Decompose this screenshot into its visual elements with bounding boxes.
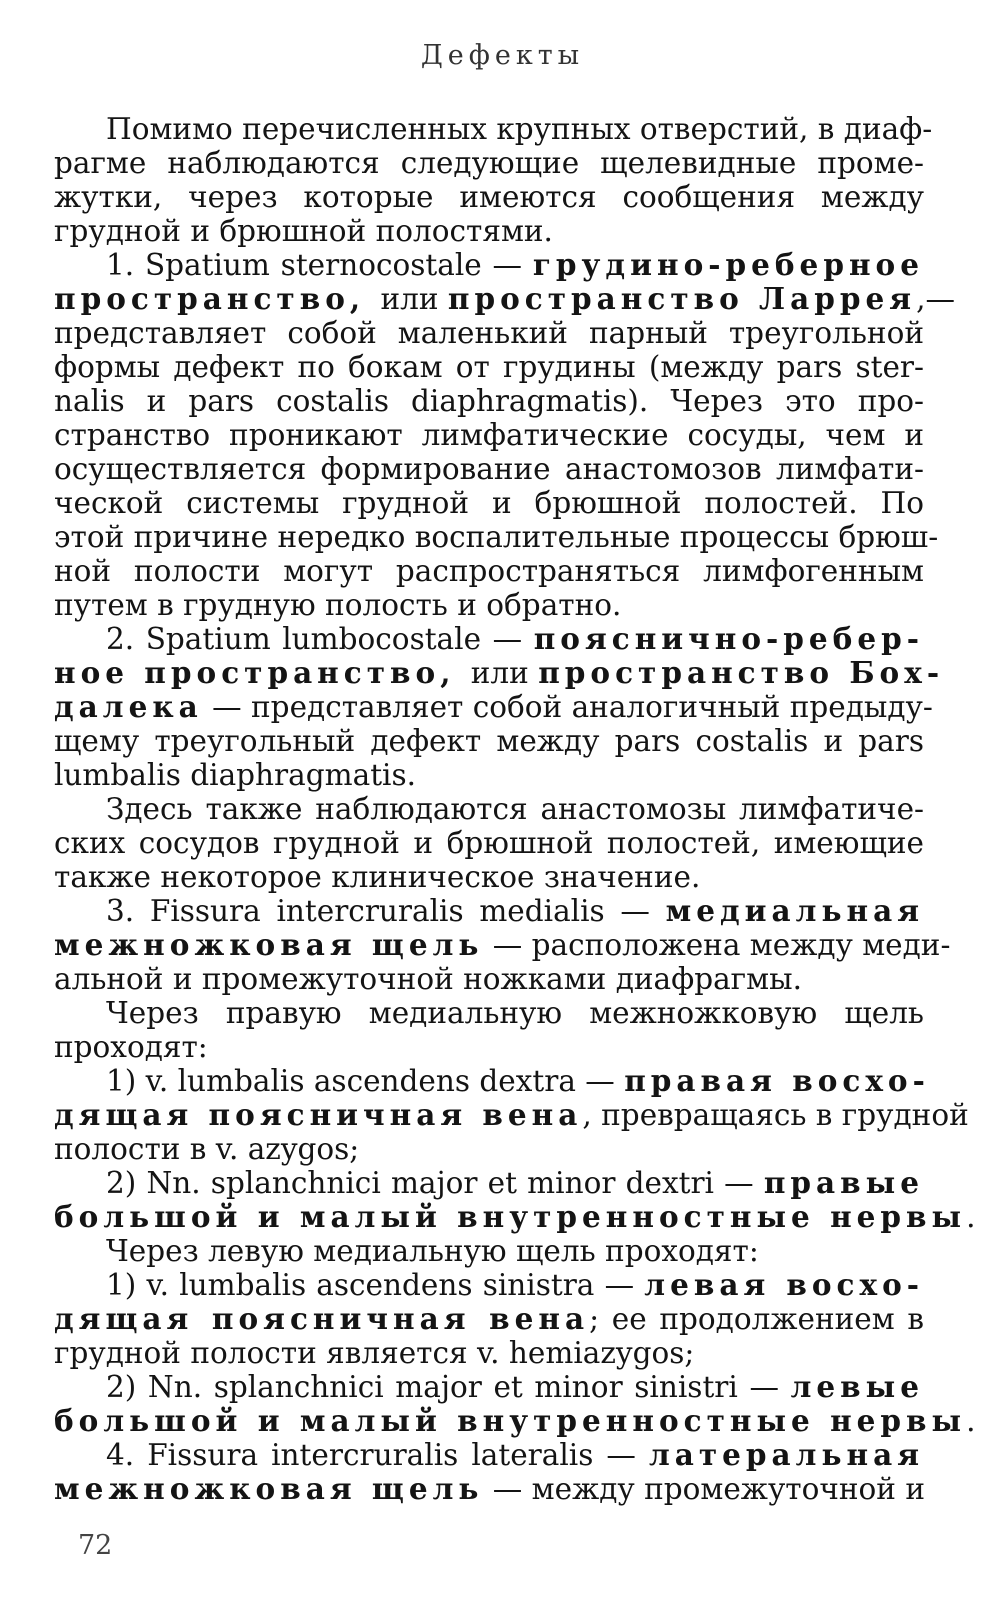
text-line: межножковая щель — расположена между меди-	[54, 927, 951, 962]
text-line: далека — представляет собой аналогичный предыду-	[54, 689, 933, 724]
text-line: рагме наблюдаются следующие щелевидные проме-	[54, 146, 924, 180]
text-line: дящая поясничная вена, превращаясь в грудной	[54, 1097, 969, 1132]
text-line: Здесь также наблюдаются анастомозы лимфатиче-	[106, 792, 924, 826]
text-line: дящая поясничная вена; ее продолжением в	[54, 1301, 924, 1336]
text-line: 1. Spatium sternocostale — грудино-реберное	[106, 247, 924, 282]
text-line: Помимо перечисленных крупных отверстий, в диаф-	[106, 112, 933, 146]
text-line: грудной и брюшной полостями.	[54, 214, 553, 248]
text-line: пространство, или пространство Ларрея,—	[54, 281, 955, 316]
text-line: ное пространство, или пространство Бох-	[54, 655, 945, 690]
text-line: формы дефект по бокам от грудины (между pars ster-	[54, 350, 924, 384]
text-line: 4. Fissura intercruralis lateralis — латеральная	[106, 1437, 924, 1472]
text-line: щему треугольный дефект между pars costalis и pars	[54, 724, 924, 758]
text-line: lumbalis diaphragmatis.	[54, 758, 416, 792]
text-line: представляет собой маленький парный треугольной	[54, 316, 924, 350]
text-line: проходят:	[54, 1030, 208, 1064]
text-line: ческой системы грудной и брюшной полостей. По	[54, 486, 924, 520]
text-line: 1) v. lumbalis ascendens sinistra — левая восхо-	[106, 1267, 924, 1302]
text-line: 2. Spatium lumbocostale — пояснично-ребер-	[106, 621, 924, 656]
text-line: 2) Nn. splanchnici major et minor dextri — правые	[106, 1165, 924, 1200]
text-line: Через левую медиальную щель проходят:	[106, 1234, 759, 1268]
text-line: большой и малый внутренностные нервы.	[54, 1199, 976, 1234]
page-number: 72	[78, 1530, 113, 1561]
text-line: жутки, через которые имеются сообщения между	[54, 180, 924, 214]
text-line: странство проникают лимфатические сосуды, чем и	[54, 418, 924, 452]
text-line: nalis и pars costalis diaphragmatis). Через это про-	[54, 384, 924, 418]
text-line: межножковая щель — между промежуточной и	[54, 1471, 926, 1506]
text-line: также некоторое клиническое значение.	[54, 860, 701, 894]
text-line: полости в v. azygos;	[54, 1132, 360, 1166]
text-line: альной и промежуточной ножками диафрагмы.	[54, 962, 802, 996]
text-line: этой причине нередко воспалительные процессы брюш-	[54, 520, 939, 554]
text-line: ских сосудов грудной и брюшной полостей, имеющие	[54, 826, 924, 860]
text-line: 2) Nn. splanchnici major et minor sinistri — левые	[106, 1369, 924, 1404]
text-line: 3. Fissura intercruralis medialis — медиальная	[106, 893, 924, 928]
text-line: путем в грудную полость и обратно.	[54, 588, 622, 622]
text-line: осуществляется формирование анастомозов лимфати-	[54, 452, 924, 486]
text-line: 1) v. lumbalis ascendens dextra — правая восхо-	[106, 1063, 930, 1098]
text-line: Через правую медиальную межножковую щель	[106, 996, 924, 1030]
text-line: ной полости могут распространяться лимфогенным	[54, 554, 924, 588]
text-line: большой и малый внутренностные нервы.	[54, 1403, 976, 1438]
text-line: грудной полости является v. hemiazygos;	[54, 1336, 695, 1370]
section-heading: Дефекты	[420, 40, 585, 71]
